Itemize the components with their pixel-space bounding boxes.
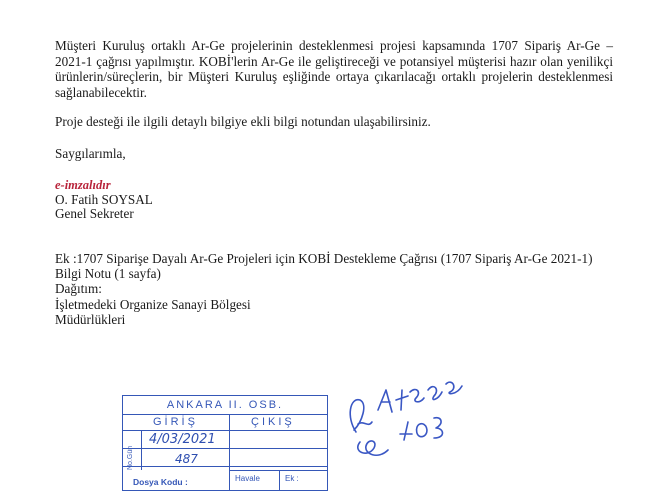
attachment-line: Ek :1707 Siparişe Dayalı Ar-Ge Projeleri için KOBİ Destekleme Çağrısı (1707 Sipariş Ar-Ge 2021-1) <box>55 251 593 266</box>
stamp-divider <box>279 470 280 491</box>
esign-label: e-imzalıdır <box>55 178 111 192</box>
stamp-title: ANKARA II. OSB. <box>123 396 327 415</box>
distribution-item: İşletmedeki Organize Sanayi Bölgesi <box>55 297 251 312</box>
stamp-handwritten-date: 4/03/2021 <box>149 432 216 447</box>
distribution-label: Dağıtım: <box>55 281 102 296</box>
stamp-divider <box>229 414 230 491</box>
body-paragraph-2: Proje desteği ile ilgili detaylı bilgiye ekli bilgi notundan ulaşabilirsiniz. <box>55 114 431 129</box>
signatory-name: O. Fatih SOYSAL <box>55 192 153 207</box>
stamp-rule <box>123 448 327 449</box>
body-paragraph-1: Müşteri Kuruluş ortaklı Ar-Ge projelerinin desteklenmesi projesi kapsamında 1707 Sipariş Ar-Ge – 2021-1 çağrısı yapılmıştır. KOBİ'lerin Ar-Ge ile geliştireceği ve potansiyel müşterisi hazır olan yenilikçi ürünlerin/süreçlerin, bir Müşteri Kuruluş eşliğinde ortaya çıkarılacağı ortaklı projelerin desteklenmesi sağlanabilecektir. <box>55 38 613 100</box>
stamp-divider <box>141 430 142 470</box>
stamp-giris-label: GİRİŞ <box>153 416 198 428</box>
handwritten-note-icon <box>338 362 478 472</box>
stamp-havale-label: Havale <box>235 474 260 483</box>
stamp-rule <box>123 466 327 467</box>
stamp-handwritten-number: 487 <box>175 452 198 466</box>
registry-stamp <box>122 395 328 491</box>
signatory-title: Genel Sekreter <box>55 206 134 221</box>
stamp-header-row <box>123 414 327 431</box>
stamp-side-label: No.Gün <box>127 445 134 470</box>
stamp-dosya-kodu: Dosya Kodu : <box>133 477 188 487</box>
stamp-ek-label: Ek : <box>285 474 299 483</box>
closing-text: Saygılarımla, <box>55 146 126 161</box>
attachment-info-note: Bilgi Notu (1 sayfa) <box>55 266 161 281</box>
stamp-cikis-label: ÇIKIŞ <box>251 416 295 428</box>
distribution-item: Müdürlükleri <box>55 312 126 327</box>
